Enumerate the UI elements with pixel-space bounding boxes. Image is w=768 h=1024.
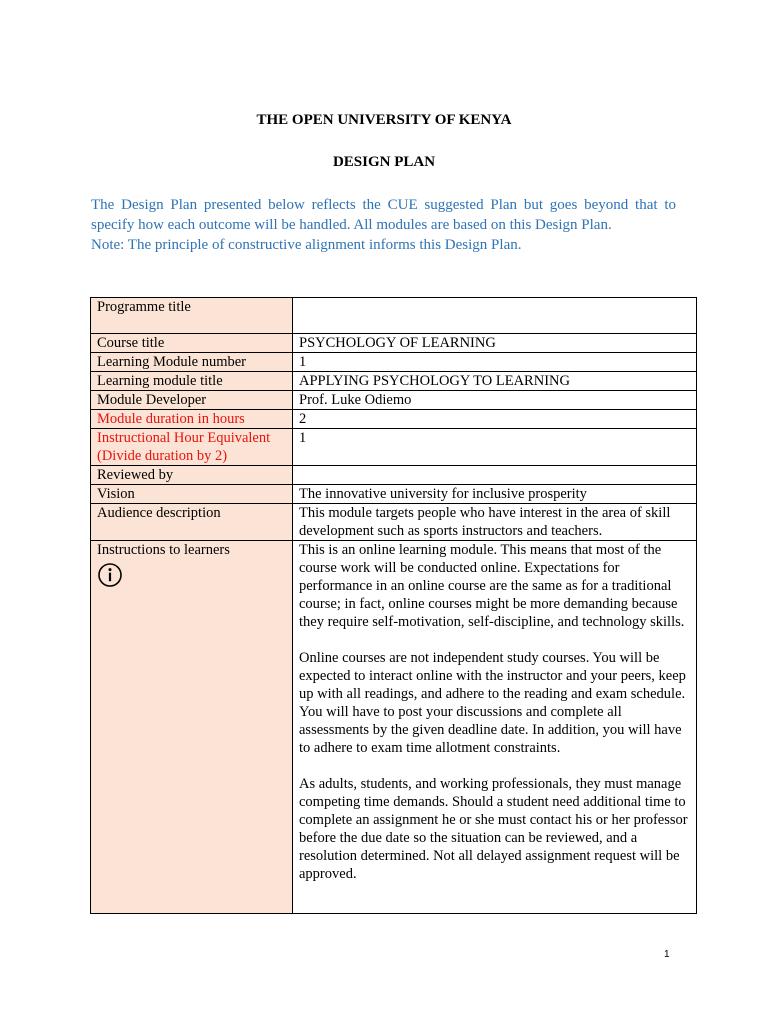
row-value-reviewed-by bbox=[293, 466, 697, 485]
row-label-vision: Vision bbox=[91, 485, 293, 504]
intro-text bbox=[91, 195, 676, 255]
row-label-instructional-hours: Instructional Hour Equivalent (Divide duration by 2) bbox=[91, 429, 293, 466]
row-value-programme-title bbox=[293, 298, 697, 334]
instructions-label-text: Instructions to learners bbox=[97, 542, 230, 558]
instructions-paragraph: As adults, students, and working professionals, they must manage competing time demands. Should a student need additional time to complete an assignment he or she must contact his or her professor before the due date so the situation can be reviewed, and a resolution determined. Not all delayed assignment request will be approved. bbox=[299, 776, 688, 882]
table-row bbox=[91, 485, 697, 504]
row-value-module-developer: Prof. Luke Odiemo bbox=[293, 391, 697, 410]
table-row bbox=[91, 504, 697, 541]
instructions-paragraph: This is an online learning module. This means that most of the course work will be conducted online. Expectations for performance in an online course are the same as for a traditional course; in fact, online courses might be more demanding because they require self-motivation, self-discipline, and technology skills. bbox=[299, 542, 685, 630]
row-label-audience: Audience description bbox=[91, 504, 293, 541]
page-title: THE OPEN UNIVERSITY OF KENYA bbox=[256, 112, 512, 128]
row-value-vision: The innovative university for inclusive prosperity bbox=[293, 485, 697, 504]
intro-note: Note: The principle of constructive alignment informs this Design Plan. bbox=[91, 237, 522, 253]
row-value-audience: This module targets people who have interest in the area of skill development such as sports instructors and teachers. bbox=[293, 504, 697, 541]
row-label-programme-title: Programme title bbox=[91, 298, 293, 334]
row-label-module-title: Learning module title bbox=[91, 372, 293, 391]
row-label-reviewed-by: Reviewed by bbox=[91, 466, 293, 485]
row-value-course-title: PSYCHOLOGY OF LEARNING bbox=[293, 334, 697, 353]
row-label-module-number: Learning Module number bbox=[91, 353, 293, 372]
info-circle-icon bbox=[98, 563, 122, 587]
table-row bbox=[91, 429, 697, 466]
row-label-module-developer: Module Developer bbox=[91, 391, 293, 410]
row-label-module-duration: Module duration in hours bbox=[91, 410, 293, 429]
table-row bbox=[91, 466, 697, 485]
page-subtitle: DESIGN PLAN bbox=[332, 154, 436, 170]
row-value-instructions bbox=[293, 541, 697, 914]
row-value-module-duration: 2 bbox=[293, 410, 697, 429]
table-row bbox=[91, 353, 697, 372]
table-row bbox=[91, 298, 697, 334]
row-label-instructions bbox=[91, 541, 293, 914]
row-value-module-title: APPLYING PSYCHOLOGY TO LEARNING bbox=[293, 372, 697, 391]
row-value-instructional-hours: 1 bbox=[293, 429, 697, 466]
page-number: 1 bbox=[664, 949, 670, 960]
row-value-module-number: 1 bbox=[293, 353, 697, 372]
table-row bbox=[91, 372, 697, 391]
instructions-paragraph: Online courses are not independent study courses. You will be expected to interact online with the instructor and your peers, keep up with all readings, and adhere to the reading and exam schedule. You will have to post your discussions and complete all assessments by the given deadline date. In addition, you will have to adhere to exam time allotment constraints. bbox=[299, 650, 686, 756]
table-row bbox=[91, 410, 697, 429]
design-plan-table bbox=[90, 297, 697, 914]
table-row bbox=[91, 334, 697, 353]
table-row bbox=[91, 541, 697, 914]
row-label-course-title: Course title bbox=[91, 334, 293, 353]
table-row bbox=[91, 391, 697, 410]
intro-paragraph: The Design Plan presented below reflects the CUE suggested Plan but goes beyond that to specify how each outcome will be handled. All modules are based on this Design Plan. bbox=[91, 197, 676, 233]
